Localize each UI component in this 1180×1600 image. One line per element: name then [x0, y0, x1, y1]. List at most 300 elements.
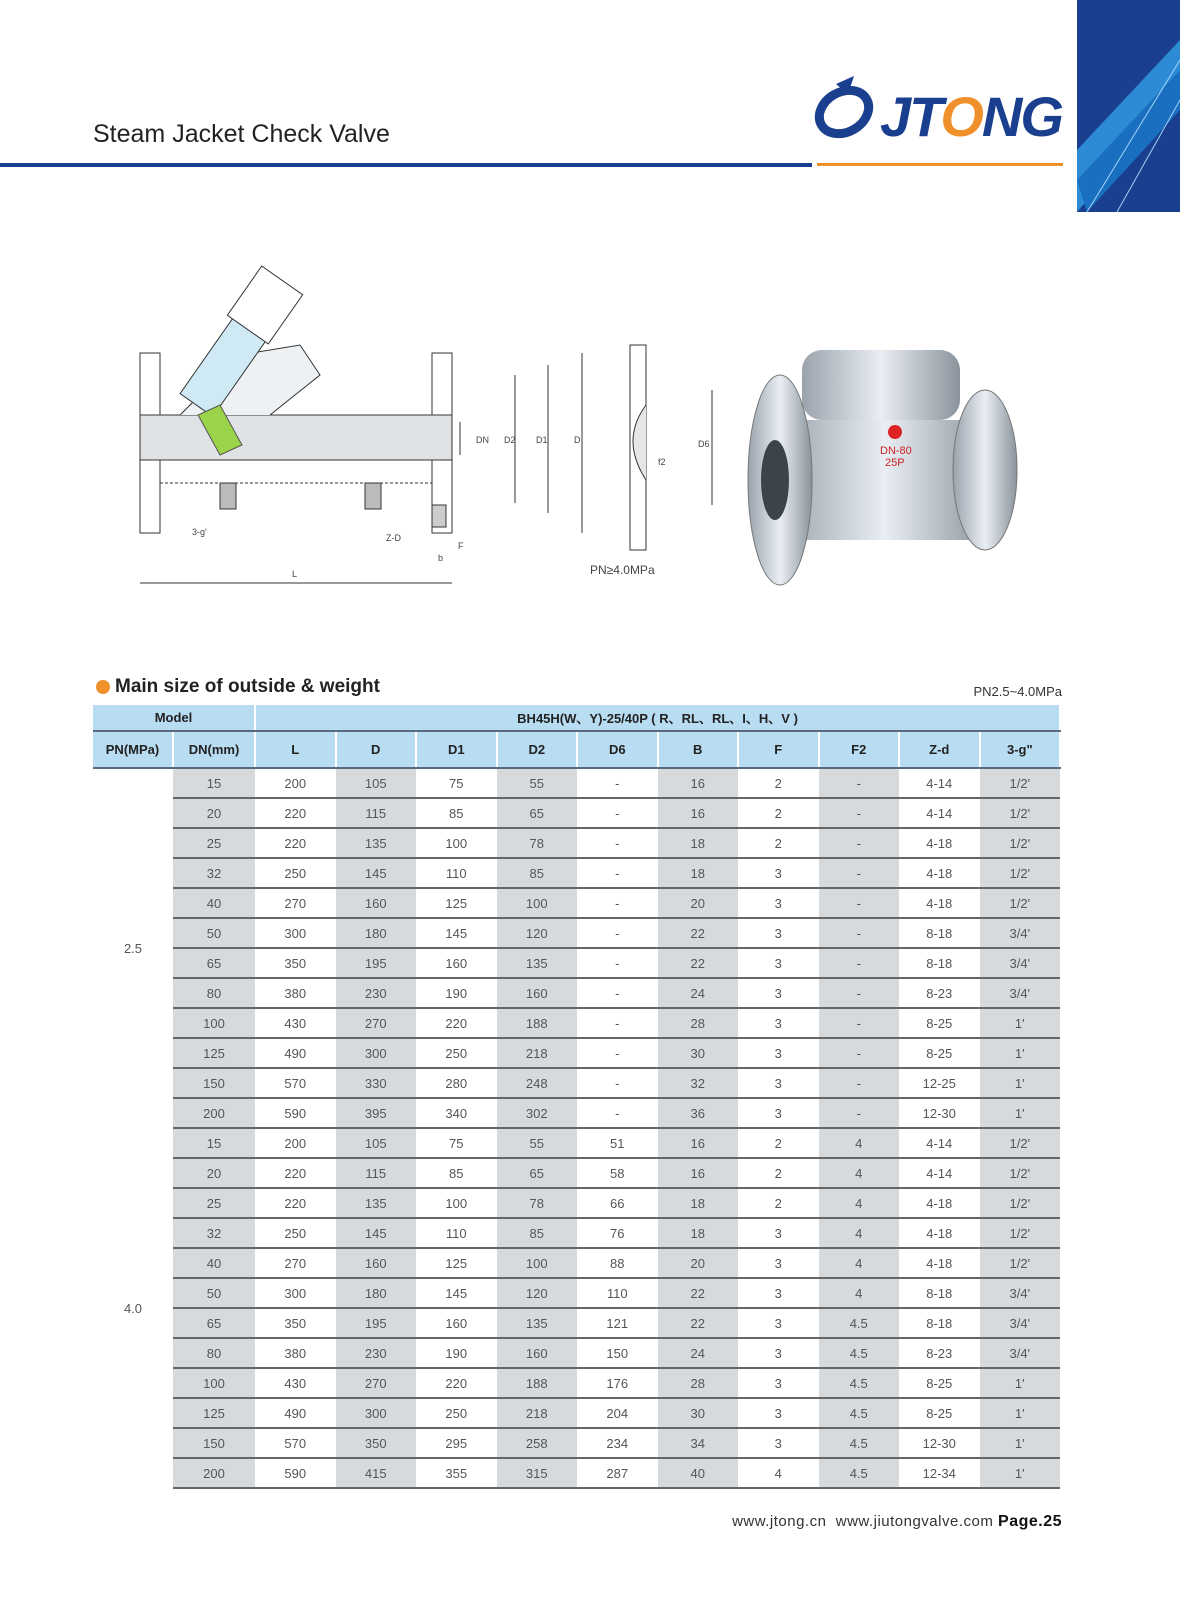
- table-cell: -: [577, 1038, 658, 1068]
- table-cell: 220: [255, 798, 336, 828]
- label-D1: D1: [536, 435, 548, 445]
- table-cell: 248: [497, 1068, 578, 1098]
- table-row: [93, 1308, 1060, 1338]
- table-row: [93, 858, 1060, 888]
- table-cell: 115: [336, 798, 417, 828]
- table-cell: 34: [658, 1428, 739, 1458]
- table-cell: 75: [416, 1128, 497, 1158]
- table-cell: 25: [173, 1188, 255, 1218]
- table-cell: 65: [173, 948, 255, 978]
- footer-websites: www.jtong.cn www.jiutongvalve.com: [732, 1513, 994, 1530]
- table-cell: 490: [255, 1038, 336, 1068]
- table-cell: 180: [336, 918, 417, 948]
- table-cell: 12-30: [899, 1098, 980, 1128]
- table-cell: 200: [255, 1128, 336, 1158]
- table-row: [93, 1038, 1060, 1068]
- table-cell: 120: [497, 1278, 578, 1308]
- table-cell: 160: [336, 1248, 417, 1278]
- table-cell: 270: [336, 1368, 417, 1398]
- label-f2: f2: [658, 457, 666, 467]
- valve-photo: [740, 330, 1030, 600]
- table-cell: 22: [658, 1278, 739, 1308]
- photo-marking-pn: 25P: [885, 457, 905, 469]
- label-3g: 3-g': [192, 527, 207, 537]
- table-cell: 4.5: [819, 1338, 900, 1368]
- table-cell: 8-18: [899, 1308, 980, 1338]
- table-cell: 3: [738, 858, 819, 888]
- table-cell: 145: [336, 1218, 417, 1248]
- brand-logo-icon: [814, 72, 878, 157]
- table-row: [93, 1278, 1060, 1308]
- table-cell: 4.5: [819, 1308, 900, 1338]
- table-cell: 4-18: [899, 888, 980, 918]
- pn-cell: 2.5: [93, 768, 173, 1128]
- table-cell: 20: [658, 888, 739, 918]
- table-cell: 4-18: [899, 828, 980, 858]
- model-header: Model: [93, 705, 255, 731]
- table-cell: 3: [738, 1368, 819, 1398]
- table-cell: 1': [980, 1098, 1061, 1128]
- table-row: [93, 1068, 1060, 1098]
- table-cell: 15: [173, 768, 255, 798]
- table-cell: 280: [416, 1068, 497, 1098]
- table-cell: 20: [173, 1158, 255, 1188]
- table-cell: 302: [497, 1098, 578, 1128]
- table-cell: 234: [577, 1428, 658, 1458]
- table-cell: -: [819, 798, 900, 828]
- table-cell: 125: [173, 1398, 255, 1428]
- table-cell: 188: [497, 1368, 578, 1398]
- table-cell: -: [577, 978, 658, 1008]
- table-cell: 85: [497, 1218, 578, 1248]
- column-header: F: [738, 731, 819, 768]
- table-cell: -: [577, 948, 658, 978]
- table-cell: 25: [173, 828, 255, 858]
- table-cell: 200: [173, 1098, 255, 1128]
- table-cell: 150: [173, 1068, 255, 1098]
- table-cell: 570: [255, 1068, 336, 1098]
- table-cell: 160: [497, 978, 578, 1008]
- table-cell: 3: [738, 1008, 819, 1038]
- table-cell: 16: [658, 798, 739, 828]
- table-cell: 30: [658, 1398, 739, 1428]
- table-row: [93, 1128, 1060, 1158]
- table-cell: 1': [980, 1368, 1061, 1398]
- table-cell: 2: [738, 1128, 819, 1158]
- label-D: D: [574, 435, 581, 445]
- table-cell: 3: [738, 1248, 819, 1278]
- table-cell: 125: [416, 888, 497, 918]
- table-row: [93, 978, 1060, 1008]
- table-cell: 65: [497, 798, 578, 828]
- table-cell: 20: [658, 1248, 739, 1278]
- table-cell: -: [577, 798, 658, 828]
- table-cell: 590: [255, 1098, 336, 1128]
- table-cell: 3/4': [980, 1308, 1061, 1338]
- table-cell: -: [577, 858, 658, 888]
- table-cell: 22: [658, 948, 739, 978]
- table-cell: 24: [658, 1338, 739, 1368]
- table-cell: 28: [658, 1008, 739, 1038]
- table-cell: 204: [577, 1398, 658, 1428]
- table-cell: -: [577, 828, 658, 858]
- table-cell: 415: [336, 1458, 417, 1488]
- table-cell: 4-14: [899, 768, 980, 798]
- table-row: [93, 798, 1060, 828]
- table-row: [93, 1338, 1060, 1368]
- table-row: [93, 1428, 1060, 1458]
- table-cell: 3: [738, 888, 819, 918]
- table-cell: 176: [577, 1368, 658, 1398]
- table-cell: 36: [658, 1098, 739, 1128]
- table-cell: 4: [819, 1128, 900, 1158]
- table-cell: 4: [819, 1248, 900, 1278]
- table-cell: -: [819, 978, 900, 1008]
- table-cell: 250: [255, 1218, 336, 1248]
- table-cell: -: [577, 768, 658, 798]
- table-cell: 145: [416, 918, 497, 948]
- table-cell: 3: [738, 1398, 819, 1428]
- table-cell: 58: [577, 1158, 658, 1188]
- table-cell: 160: [336, 888, 417, 918]
- table-cell: 100: [497, 888, 578, 918]
- footer: [732, 1513, 1062, 1531]
- table-cell: -: [819, 858, 900, 888]
- table-cell: 115: [336, 1158, 417, 1188]
- table-cell: 100: [416, 1188, 497, 1218]
- table-cell: 3: [738, 1218, 819, 1248]
- table-cell: 355: [416, 1458, 497, 1488]
- table-cell: 8-18: [899, 918, 980, 948]
- table-cell: 4-18: [899, 1188, 980, 1218]
- table-cell: 16: [658, 768, 739, 798]
- label-DN: DN: [476, 435, 489, 445]
- table-cell: 16: [658, 1128, 739, 1158]
- table-cell: 20: [173, 798, 255, 828]
- table-cell: 145: [416, 1278, 497, 1308]
- table-cell: 65: [173, 1308, 255, 1338]
- table-cell: 395: [336, 1098, 417, 1128]
- table-row: [93, 1458, 1060, 1488]
- table-row: [93, 1218, 1060, 1248]
- table-cell: 430: [255, 1008, 336, 1038]
- table-cell: 4.5: [819, 1398, 900, 1428]
- table-cell: 1/2': [980, 858, 1061, 888]
- pn-range-note: PN2.5~4.0MPa: [973, 684, 1062, 699]
- table-cell: 230: [336, 1338, 417, 1368]
- table-cell: -: [819, 1068, 900, 1098]
- table-cell: 8-25: [899, 1008, 980, 1038]
- table-cell: 1': [980, 1068, 1061, 1098]
- table-cell: 350: [336, 1428, 417, 1458]
- label-zd: Z-D: [386, 533, 401, 543]
- table-cell: 120: [497, 918, 578, 948]
- label-D6: D6: [698, 439, 710, 449]
- table-cell: 32: [173, 1218, 255, 1248]
- table-cell: -: [577, 918, 658, 948]
- table-cell: 4: [819, 1158, 900, 1188]
- table-cell: 18: [658, 858, 739, 888]
- table-row: [93, 1368, 1060, 1398]
- table-cell: 110: [577, 1278, 658, 1308]
- table-cell: 1': [980, 1428, 1061, 1458]
- table-cell: 8-18: [899, 1278, 980, 1308]
- table-cell: 295: [416, 1428, 497, 1458]
- table-cell: 270: [255, 888, 336, 918]
- table-cell: 300: [336, 1398, 417, 1428]
- table-cell: -: [819, 828, 900, 858]
- corner-decoration: [1077, 0, 1180, 212]
- table-cell: 218: [497, 1398, 578, 1428]
- table-cell: 287: [577, 1458, 658, 1488]
- column-header: Z-d: [899, 731, 980, 768]
- table-cell: 2: [738, 828, 819, 858]
- table-cell: 50: [173, 918, 255, 948]
- table-cell: 2: [738, 768, 819, 798]
- table-cell: -: [819, 1008, 900, 1038]
- table-cell: -: [577, 1098, 658, 1128]
- table-row: [93, 888, 1060, 918]
- table-cell: 1/2': [980, 1248, 1061, 1278]
- table-cell: 220: [255, 828, 336, 858]
- pn-cell: 4.0: [93, 1128, 173, 1488]
- table-cell: 85: [416, 798, 497, 828]
- table-cell: 24: [658, 978, 739, 1008]
- table-cell: 3: [738, 978, 819, 1008]
- table-cell: 2: [738, 1158, 819, 1188]
- table-cell: 22: [658, 1308, 739, 1338]
- table-cell: -: [577, 888, 658, 918]
- table-cell: 4-14: [899, 798, 980, 828]
- column-header: B: [658, 731, 739, 768]
- table-cell: 18: [658, 1218, 739, 1248]
- table-cell: 1': [980, 1038, 1061, 1068]
- table-cell: 55: [497, 768, 578, 798]
- label-D2: D2: [504, 435, 516, 445]
- table-cell: 160: [497, 1338, 578, 1368]
- table-cell: 300: [336, 1038, 417, 1068]
- table-cell: 18: [658, 828, 739, 858]
- table-cell: 8-25: [899, 1398, 980, 1428]
- table-cell: 8-25: [899, 1038, 980, 1068]
- table-cell: 40: [658, 1458, 739, 1488]
- model-value: BH45H(W、Y)-25/40P ( R、RL、RL、I、H、V ): [255, 705, 1060, 731]
- table-cell: 150: [577, 1338, 658, 1368]
- table-row: [93, 1188, 1060, 1218]
- table-cell: 4: [819, 1218, 900, 1248]
- table-cell: 190: [416, 1338, 497, 1368]
- table-row: [93, 1158, 1060, 1188]
- table-cell: 121: [577, 1308, 658, 1338]
- table-cell: 430: [255, 1368, 336, 1398]
- table-cell: 4-18: [899, 858, 980, 888]
- table-cell: 4.5: [819, 1368, 900, 1398]
- table-cell: 85: [497, 858, 578, 888]
- table-cell: 135: [497, 948, 578, 978]
- table-row: [93, 1098, 1060, 1128]
- table-cell: -: [819, 948, 900, 978]
- table-cell: 258: [497, 1428, 578, 1458]
- table-cell: -: [819, 1038, 900, 1068]
- table-cell: 1/2': [980, 798, 1061, 828]
- page-number: Page.25: [998, 1513, 1062, 1530]
- table-cell: 270: [336, 1008, 417, 1038]
- table-cell: 80: [173, 1338, 255, 1368]
- column-header: DN(mm): [173, 731, 255, 768]
- table-cell: 4: [819, 1188, 900, 1218]
- table-cell: 1/2': [980, 828, 1061, 858]
- table-cell: 160: [416, 1308, 497, 1338]
- table-row: [93, 768, 1060, 798]
- table-cell: 1/2': [980, 1188, 1061, 1218]
- table-cell: 50: [173, 1278, 255, 1308]
- table-cell: 78: [497, 828, 578, 858]
- table-cell: 190: [416, 978, 497, 1008]
- table-cell: 350: [255, 1308, 336, 1338]
- table-cell: 1': [980, 1458, 1061, 1488]
- valve-technical-drawing: [120, 265, 720, 600]
- table-cell: 105: [336, 1128, 417, 1158]
- table-cell: 3/4': [980, 918, 1061, 948]
- table-cell: 2: [738, 798, 819, 828]
- table-cell: 220: [255, 1188, 336, 1218]
- table-cell: 100: [497, 1248, 578, 1278]
- table-cell: -: [577, 1008, 658, 1038]
- table-cell: 40: [173, 888, 255, 918]
- table-cell: 195: [336, 1308, 417, 1338]
- column-header: D2: [497, 731, 578, 768]
- table-cell: 220: [255, 1158, 336, 1188]
- table-cell: 75: [416, 768, 497, 798]
- table-cell: 100: [416, 828, 497, 858]
- table-cell: 380: [255, 978, 336, 1008]
- table-cell: 3/4': [980, 978, 1061, 1008]
- table-cell: 3/4': [980, 948, 1061, 978]
- table-cell: 195: [336, 948, 417, 978]
- table-cell: 3: [738, 1278, 819, 1308]
- label-F: F: [458, 541, 464, 551]
- table-cell: 250: [255, 858, 336, 888]
- table-cell: 218: [497, 1038, 578, 1068]
- table-cell: 22: [658, 918, 739, 948]
- table-cell: 88: [577, 1248, 658, 1278]
- table-cell: 55: [497, 1128, 578, 1158]
- table-cell: 250: [416, 1398, 497, 1428]
- table-cell: 150: [173, 1428, 255, 1458]
- table-cell: 4-18: [899, 1218, 980, 1248]
- table-cell: 100: [173, 1008, 255, 1038]
- column-header: D1: [416, 731, 497, 768]
- header-divider-orange: [817, 163, 1063, 166]
- drawing-note: PN≥4.0MPa: [590, 563, 655, 577]
- table-cell: 1/2': [980, 1218, 1061, 1248]
- dimension-table: [93, 705, 1061, 1489]
- table-cell: 51: [577, 1128, 658, 1158]
- table-cell: 8-23: [899, 978, 980, 1008]
- table-cell: 160: [416, 948, 497, 978]
- table-cell: 3: [738, 1068, 819, 1098]
- table-row: [93, 1008, 1060, 1038]
- table-row: [93, 948, 1060, 978]
- table-row: [93, 1398, 1060, 1428]
- table-cell: 3/4': [980, 1278, 1061, 1308]
- table-cell: 3: [738, 1428, 819, 1458]
- table-cell: 3/4': [980, 1338, 1061, 1368]
- table-cell: 125: [173, 1038, 255, 1068]
- table-cell: 3: [738, 948, 819, 978]
- table-cell: 3: [738, 918, 819, 948]
- table-cell: 85: [416, 1158, 497, 1188]
- table-row: [93, 828, 1060, 858]
- column-header: 3-g": [980, 731, 1061, 768]
- column-header: PN(MPa): [93, 731, 173, 768]
- table-cell: 490: [255, 1398, 336, 1428]
- table-cell: 125: [416, 1248, 497, 1278]
- table-cell: 300: [255, 1278, 336, 1308]
- table-cell: 1/2': [980, 768, 1061, 798]
- table-cell: 12-34: [899, 1458, 980, 1488]
- table-cell: 12-30: [899, 1428, 980, 1458]
- table-cell: 16: [658, 1158, 739, 1188]
- table-cell: 590: [255, 1458, 336, 1488]
- table-cell: 65: [497, 1158, 578, 1188]
- table-cell: 3: [738, 1038, 819, 1068]
- table-cell: 145: [336, 858, 417, 888]
- table-cell: 340: [416, 1098, 497, 1128]
- table-cell: 188: [497, 1008, 578, 1038]
- table-cell: 4.5: [819, 1458, 900, 1488]
- table-cell: 15: [173, 1128, 255, 1158]
- table-cell: 250: [416, 1038, 497, 1068]
- table-cell: 270: [255, 1248, 336, 1278]
- column-header: D6: [577, 731, 658, 768]
- table-cell: 230: [336, 978, 417, 1008]
- table-cell: 180: [336, 1278, 417, 1308]
- table-row: [93, 918, 1060, 948]
- table-cell: 105: [336, 768, 417, 798]
- table-cell: 76: [577, 1218, 658, 1248]
- table-cell: 30: [658, 1038, 739, 1068]
- table-cell: 8-18: [899, 948, 980, 978]
- table-cell: 4-18: [899, 1248, 980, 1278]
- table-cell: 4: [819, 1278, 900, 1308]
- table-cell: 100: [173, 1368, 255, 1398]
- column-header: D: [336, 731, 417, 768]
- table-cell: 110: [416, 1218, 497, 1248]
- table-cell: 1/2': [980, 1128, 1061, 1158]
- table-row: [93, 1248, 1060, 1278]
- table-cell: 3: [738, 1308, 819, 1338]
- brand-name: JTONG: [880, 85, 1062, 148]
- table-cell: 4.5: [819, 1428, 900, 1458]
- table-cell: 110: [416, 858, 497, 888]
- table-cell: 380: [255, 1338, 336, 1368]
- table-cell: 3: [738, 1098, 819, 1128]
- table-cell: 300: [255, 918, 336, 948]
- table-cell: 78: [497, 1188, 578, 1218]
- table-cell: 570: [255, 1428, 336, 1458]
- table-cell: 80: [173, 978, 255, 1008]
- table-cell: 1/2': [980, 888, 1061, 918]
- table-cell: 66: [577, 1188, 658, 1218]
- table-cell: 4: [738, 1458, 819, 1488]
- table-cell: 1/2': [980, 1158, 1061, 1188]
- table-cell: 220: [416, 1008, 497, 1038]
- photo-marking-dn: DN-80: [880, 445, 912, 457]
- table-cell: 28: [658, 1368, 739, 1398]
- column-header: L: [255, 731, 336, 768]
- table-cell: 350: [255, 948, 336, 978]
